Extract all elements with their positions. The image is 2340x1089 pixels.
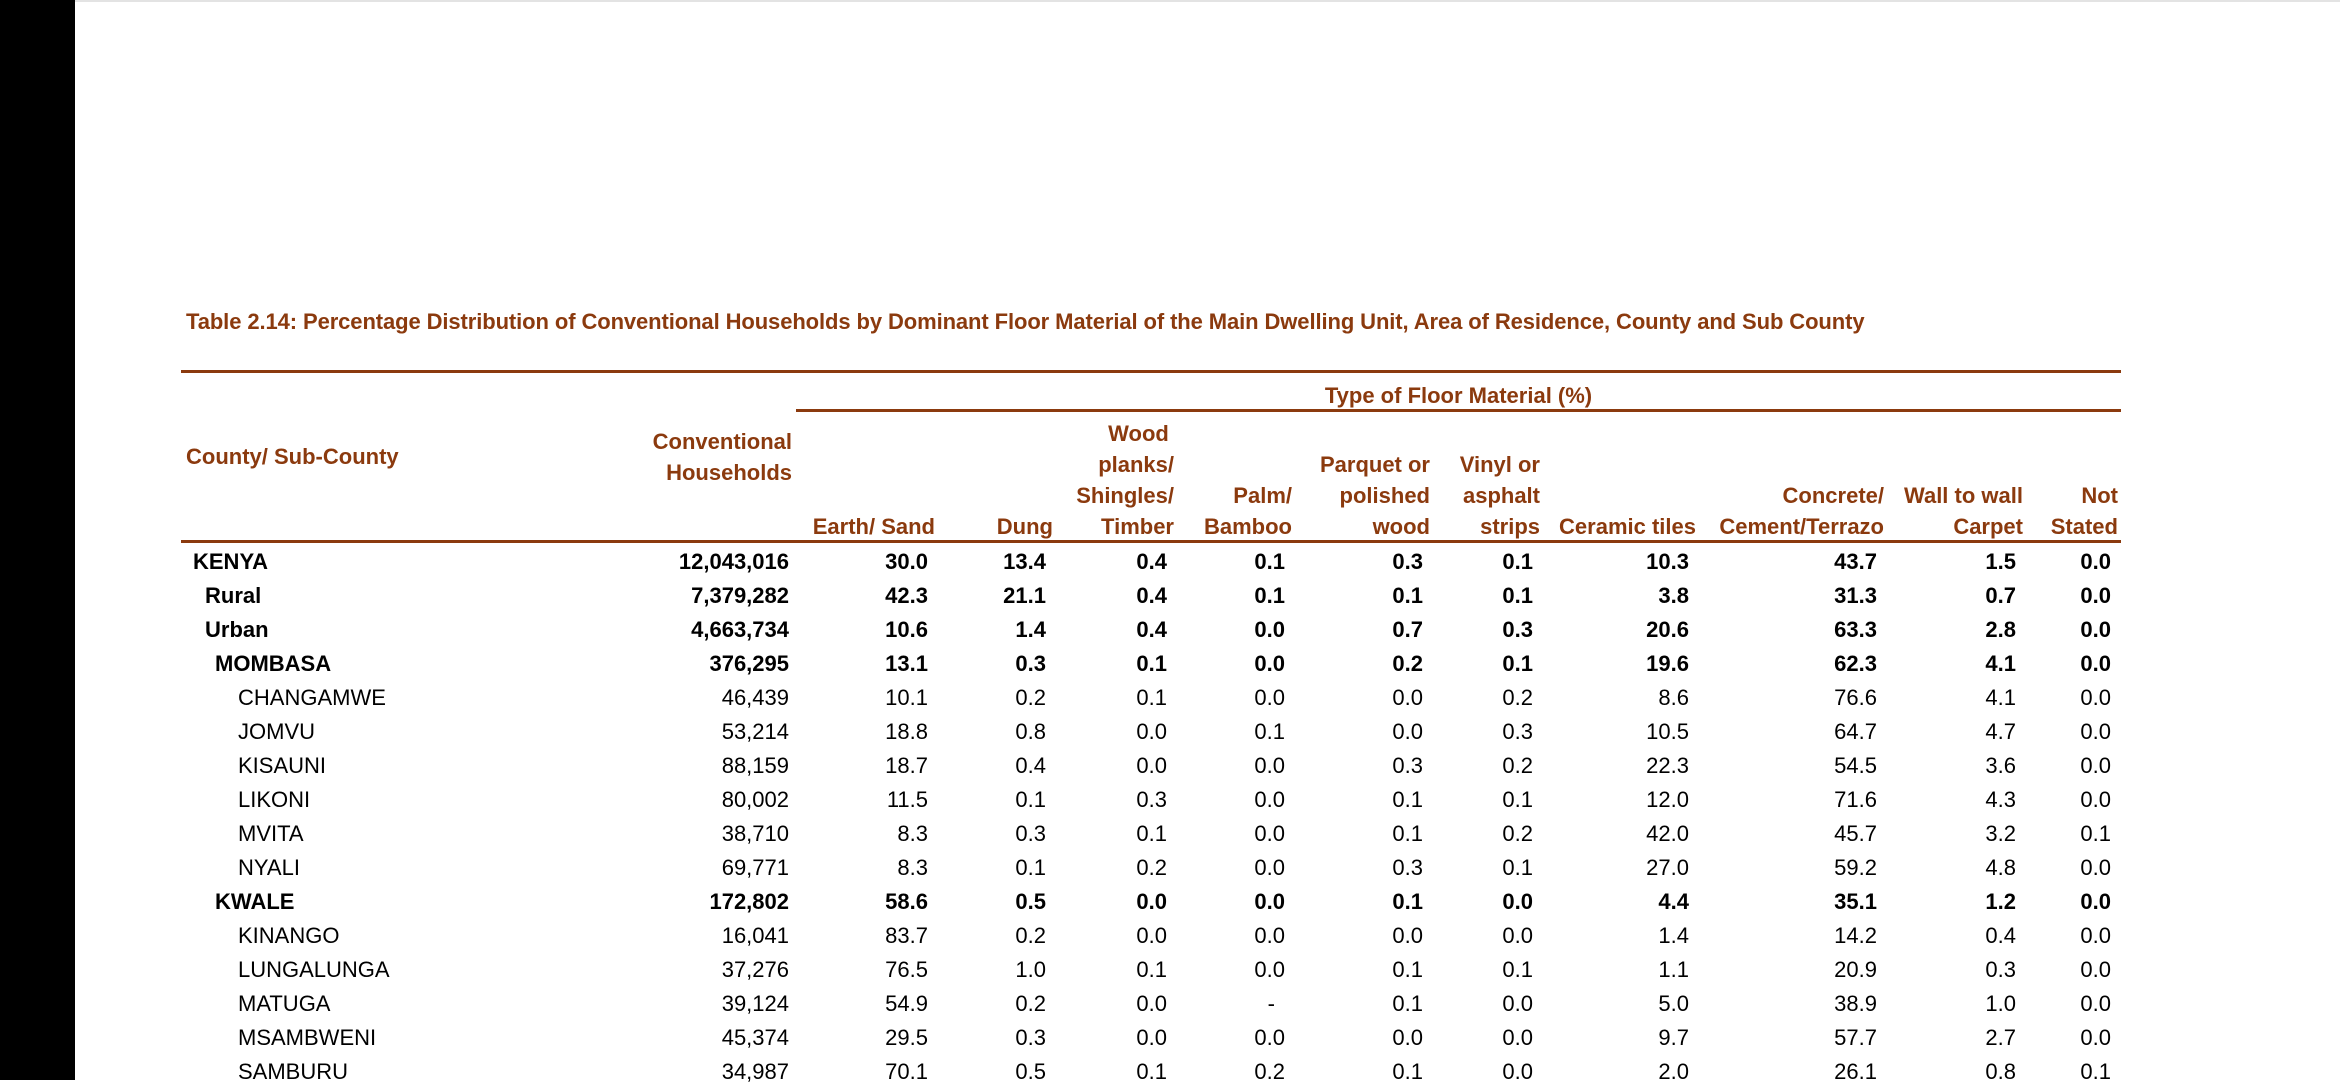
table-row: [181, 647, 2111, 681]
ceramic-cell: 4.4: [1658, 889, 1689, 914]
row-name-cell: LUNGALUNGA: [238, 957, 390, 982]
households-cell: 53,214: [721, 719, 789, 744]
vinyl-cell: 0.1: [1502, 549, 1533, 574]
households-column-header: Conventional Households: [652, 429, 792, 485]
carpet-cell: 1.5: [1985, 549, 2016, 574]
dung-cell: 0.5: [1015, 889, 1046, 914]
table-row: [181, 817, 2111, 851]
not-stated-column-header: Not Stated: [2050, 483, 2118, 539]
ceramic-cell: 5.0: [1658, 991, 1689, 1016]
notstated-cell: 0.0: [2080, 889, 2111, 914]
earth-cell: 83.7: [885, 923, 928, 948]
concrete-cell: 14.2: [1834, 923, 1877, 948]
row-name-cell: KENYA: [193, 549, 268, 574]
table-row: [181, 681, 2111, 715]
row-name-cell: JOMVU: [238, 719, 315, 744]
notstated-cell: 0.1: [2080, 821, 2111, 846]
group-header-rule: [796, 409, 2121, 412]
vinyl-cell: 0.2: [1502, 821, 1533, 846]
vinyl-cell: 0.2: [1502, 753, 1533, 778]
dung-cell: 0.4: [1015, 753, 1046, 778]
palm-cell: 0.2: [1254, 1059, 1285, 1084]
ceramic-cell: 10.3: [1646, 549, 1689, 574]
palm-cell: 0.0: [1254, 957, 1285, 982]
vinyl-cell: 0.0: [1502, 923, 1533, 948]
earth-cell: 8.3: [897, 821, 928, 846]
table-row: [181, 919, 2111, 953]
palm-cell: 0.0: [1254, 923, 1285, 948]
households-cell: 69,771: [721, 855, 789, 880]
table-row: [181, 851, 2111, 885]
wood-cell: 0.3: [1136, 787, 1167, 812]
palm-cell: 0.0: [1254, 889, 1285, 914]
palm-cell: 0.0: [1254, 685, 1285, 710]
notstated-cell: 0.0: [2080, 1025, 2111, 1050]
earth-cell: 13.1: [885, 651, 928, 676]
vinyl-cell: 0.2: [1502, 685, 1533, 710]
carpet-cell: 3.2: [1985, 821, 2016, 846]
notstated-cell: 0.0: [2080, 719, 2111, 744]
earth-cell: 29.5: [885, 1025, 928, 1050]
vinyl-cell: 0.1: [1502, 957, 1533, 982]
concrete-cell: 76.6: [1834, 685, 1877, 710]
ceramic-cell: 3.8: [1658, 583, 1689, 608]
earth-cell: 42.3: [885, 583, 928, 608]
parquet-cell: 0.0: [1392, 1025, 1423, 1050]
table-body: [181, 545, 2111, 1089]
notstated-cell: 0.0: [2080, 583, 2111, 608]
row-name-cell: NYALI: [238, 855, 300, 880]
notstated-cell: 0.0: [2080, 855, 2111, 880]
row-name-cell: MVITA: [238, 821, 304, 846]
dung-cell: 21.1: [1003, 583, 1046, 608]
palm-cell: 0.0: [1254, 787, 1285, 812]
parquet-cell: 0.0: [1392, 923, 1423, 948]
concrete-cell: 31.3: [1834, 583, 1877, 608]
vinyl-cell: 0.0: [1502, 991, 1533, 1016]
table-title: Table 2.14: Percentage Distribution of Conventional Households by Dominant Floor Material of the Main Dwelling Unit, Area of Residence, County and Sub County: [186, 309, 1865, 334]
dung-cell: 0.8: [1015, 719, 1046, 744]
wood-cell: 0.1: [1136, 1059, 1167, 1084]
carpet-column-header: Wall to wall Carpet: [1904, 483, 2023, 539]
ceramic-cell: 42.0: [1646, 821, 1689, 846]
concrete-cell: 45.7: [1834, 821, 1877, 846]
dung-cell: 0.3: [1015, 1025, 1046, 1050]
row-name-cell: Rural: [205, 583, 262, 608]
carpet-cell: 0.7: [1985, 583, 2016, 608]
palm-cell: -: [1267, 991, 1275, 1016]
notstated-cell: 0.0: [2080, 753, 2111, 778]
wood-column-header: Wood planks/ Shingles/ Timber: [1076, 421, 1174, 539]
ceramic-cell: 1.4: [1658, 923, 1689, 948]
row-name-cell: MOMBASA: [215, 651, 332, 676]
wood-cell: 0.0: [1136, 991, 1167, 1016]
parquet-column-header: Parquet or polished wood: [1319, 452, 1430, 539]
wood-cell: 0.0: [1136, 889, 1167, 914]
households-cell: 34,987: [721, 1059, 789, 1084]
palm-cell: 0.0: [1254, 651, 1285, 676]
concrete-cell: 63.3: [1834, 617, 1877, 642]
parquet-cell: 0.3: [1392, 753, 1423, 778]
parquet-cell: 0.0: [1392, 719, 1423, 744]
vinyl-cell: 0.1: [1502, 651, 1533, 676]
earth-cell: 10.6: [885, 617, 928, 642]
carpet-cell: 4.1: [1985, 651, 2016, 676]
concrete-cell: 26.1: [1834, 1059, 1877, 1084]
wood-cell: 0.1: [1136, 651, 1167, 676]
row-name-cell: Urban: [205, 617, 269, 642]
row-name-cell: MSAMBWENI: [238, 1025, 377, 1050]
wood-cell: 0.1: [1136, 821, 1167, 846]
vinyl-cell: 0.1: [1502, 787, 1533, 812]
ceramic-cell: 27.0: [1646, 855, 1689, 880]
dung-cell: 1.4: [1015, 617, 1046, 642]
table-row: [181, 749, 2111, 783]
earth-cell: 11.5: [886, 787, 928, 812]
households-cell: 39,124: [721, 991, 789, 1016]
palm-cell: 0.0: [1254, 1025, 1285, 1050]
earth-cell: 58.6: [885, 889, 928, 914]
floor-material-table: [181, 545, 2111, 1089]
concrete-cell: 57.7: [1834, 1025, 1877, 1050]
wood-cell: 0.1: [1136, 685, 1167, 710]
wood-cell: 0.1: [1136, 957, 1167, 982]
households-cell: 88,159: [721, 753, 789, 778]
parquet-cell: 0.1: [1392, 583, 1423, 608]
carpet-cell: 4.7: [1985, 719, 2016, 744]
parquet-cell: 0.3: [1392, 855, 1423, 880]
wood-cell: 0.0: [1136, 719, 1167, 744]
ceramic-cell: 19.6: [1646, 651, 1689, 676]
vinyl-cell: 0.0: [1502, 1025, 1533, 1050]
left-black-margin: [0, 0, 75, 1080]
vinyl-cell: 0.3: [1502, 617, 1533, 642]
notstated-cell: 0.0: [2080, 991, 2111, 1016]
table-row: [181, 987, 2111, 1021]
wood-cell: 0.4: [1136, 549, 1167, 574]
row-name-cell: SAMBURU: [238, 1059, 349, 1084]
dung-cell: 1.0: [1015, 957, 1046, 982]
notstated-cell: 0.1: [2080, 1059, 2111, 1084]
ceramic-cell: 1.1: [1658, 957, 1689, 982]
dung-cell: 13.4: [1003, 549, 1046, 574]
vinyl-cell: 0.1: [1502, 855, 1533, 880]
notstated-cell: 0.0: [2080, 651, 2111, 676]
vinyl-cell: 0.0: [1502, 1059, 1533, 1084]
carpet-cell: 4.3: [1985, 787, 2016, 812]
concrete-cell: 54.5: [1834, 753, 1877, 778]
households-cell: 172,802: [709, 889, 789, 914]
earth-cell: 8.3: [897, 855, 928, 880]
concrete-cell: 62.3: [1834, 651, 1877, 676]
palm-cell: 0.1: [1254, 719, 1285, 744]
table-row: [181, 1055, 2111, 1089]
table-row: [181, 545, 2111, 579]
carpet-cell: 0.3: [1985, 957, 2016, 982]
notstated-cell: 0.0: [2080, 787, 2111, 812]
table-row: [181, 715, 2111, 749]
households-cell: 12,043,016: [678, 549, 789, 574]
earth-cell: 30.0: [885, 549, 928, 574]
palm-cell: 0.0: [1254, 821, 1285, 846]
row-name-cell: CHANGAMWE: [238, 685, 386, 710]
concrete-column-header: Concrete/ Cement/Terrazo: [1719, 483, 1884, 539]
row-name-cell: LIKONI: [238, 787, 311, 812]
carpet-cell: 3.6: [1985, 753, 2016, 778]
notstated-cell: 0.0: [2080, 685, 2111, 710]
parquet-cell: 0.1: [1392, 787, 1423, 812]
earth-cell: 54.9: [885, 991, 928, 1016]
households-cell: 376,295: [709, 651, 789, 676]
ceramic-cell: 2.0: [1658, 1059, 1689, 1084]
ceramic-cell: 10.5: [1646, 719, 1689, 744]
wood-cell: 0.2: [1136, 855, 1167, 880]
earth-cell: 18.8: [885, 719, 928, 744]
ceramic-column-header: Ceramic tiles: [1559, 514, 1696, 539]
ceramic-cell: 8.6: [1658, 685, 1689, 710]
palm-cell: 0.1: [1254, 549, 1285, 574]
households-cell: 4,663,734: [691, 617, 789, 642]
vinyl-cell: 0.3: [1502, 719, 1533, 744]
households-cell: 37,276: [721, 957, 789, 982]
dung-cell: 0.1: [1015, 787, 1046, 812]
notstated-cell: 0.0: [2080, 549, 2111, 574]
carpet-cell: 0.4: [1985, 923, 2016, 948]
wood-cell: 0.0: [1136, 923, 1167, 948]
dung-cell: 0.3: [1015, 821, 1046, 846]
carpet-cell: 1.2: [1985, 889, 2016, 914]
wood-cell: 0.0: [1136, 753, 1167, 778]
dung-column-header: Dung: [996, 514, 1053, 539]
row-name-cell: KWALE: [215, 889, 295, 914]
parquet-cell: 0.1: [1392, 991, 1423, 1016]
households-cell: 38,710: [721, 821, 789, 846]
row-name-cell: KISAUNI: [238, 753, 327, 778]
table-row: [181, 579, 2111, 613]
row-name-cell: MATUGA: [238, 991, 331, 1016]
table-row: [181, 1021, 2111, 1055]
carpet-cell: 0.8: [1985, 1059, 2016, 1084]
dung-cell: 0.3: [1015, 651, 1046, 676]
concrete-cell: 71.6: [1834, 787, 1877, 812]
notstated-cell: 0.0: [2080, 923, 2111, 948]
households-cell: 16,041: [721, 923, 789, 948]
palm-cell: 0.1: [1254, 583, 1285, 608]
concrete-cell: 59.2: [1834, 855, 1877, 880]
palm-cell: 0.0: [1254, 617, 1285, 642]
table-row: [181, 953, 2111, 987]
concrete-cell: 38.9: [1834, 991, 1877, 1016]
ceramic-cell: 9.7: [1658, 1025, 1689, 1050]
vinyl-column-header: Vinyl or asphalt strips: [1459, 452, 1540, 539]
parquet-cell: 0.3: [1392, 549, 1423, 574]
header-bottom-rule: [181, 540, 2121, 543]
header-top-rule: [181, 370, 2121, 373]
vinyl-cell: 0.1: [1502, 583, 1533, 608]
ceramic-cell: 20.6: [1646, 617, 1689, 642]
carpet-cell: 2.8: [1985, 617, 2016, 642]
earth-cell: 18.7: [885, 753, 928, 778]
carpet-cell: 1.0: [1985, 991, 2016, 1016]
palm-cell: 0.0: [1254, 855, 1285, 880]
dung-cell: 0.2: [1015, 923, 1046, 948]
wood-cell: 0.4: [1136, 617, 1167, 642]
parquet-cell: 0.1: [1392, 957, 1423, 982]
parquet-cell: 0.1: [1392, 821, 1423, 846]
palm-column-header: Palm/ Bamboo: [1204, 483, 1292, 539]
earth-column-header: Earth/ Sand: [812, 514, 935, 539]
households-cell: 7,379,282: [691, 583, 789, 608]
ceramic-cell: 22.3: [1646, 753, 1689, 778]
top-divider: [75, 0, 2340, 2]
households-cell: 45,374: [721, 1025, 789, 1050]
earth-cell: 10.1: [885, 685, 928, 710]
concrete-cell: 43.7: [1834, 549, 1877, 574]
concrete-cell: 35.1: [1834, 889, 1877, 914]
earth-cell: 76.5: [885, 957, 928, 982]
notstated-cell: 0.0: [2080, 617, 2111, 642]
vinyl-cell: 0.0: [1502, 889, 1533, 914]
table-row: [181, 885, 2111, 919]
carpet-cell: 4.8: [1985, 855, 2016, 880]
wood-cell: 0.4: [1136, 583, 1167, 608]
table-row: [181, 613, 2111, 647]
concrete-cell: 20.9: [1834, 957, 1877, 982]
table-row: [181, 783, 2111, 817]
parquet-cell: 0.7: [1392, 617, 1423, 642]
parquet-cell: 0.1: [1392, 1059, 1423, 1084]
dung-cell: 0.2: [1015, 685, 1046, 710]
floor-material-group-header: Type of Floor Material (%): [1324, 383, 1593, 408]
county-column-header: County/ Sub-County: [186, 444, 399, 469]
households-cell: 46,439: [721, 685, 789, 710]
parquet-cell: 0.2: [1392, 651, 1423, 676]
concrete-cell: 64.7: [1834, 719, 1877, 744]
notstated-cell: 0.0: [2080, 957, 2111, 982]
carpet-cell: 2.7: [1985, 1025, 2016, 1050]
dung-cell: 0.2: [1015, 991, 1046, 1016]
palm-cell: 0.0: [1254, 753, 1285, 778]
carpet-cell: 4.1: [1985, 685, 2016, 710]
households-cell: 80,002: [721, 787, 789, 812]
row-name-cell: KINANGO: [238, 923, 340, 948]
wood-cell: 0.0: [1136, 1025, 1167, 1050]
dung-cell: 0.1: [1015, 855, 1046, 880]
earth-cell: 70.1: [885, 1059, 928, 1084]
ceramic-cell: 12.0: [1646, 787, 1689, 812]
parquet-cell: 0.1: [1392, 889, 1423, 914]
dung-cell: 0.5: [1015, 1059, 1046, 1084]
parquet-cell: 0.0: [1392, 685, 1423, 710]
